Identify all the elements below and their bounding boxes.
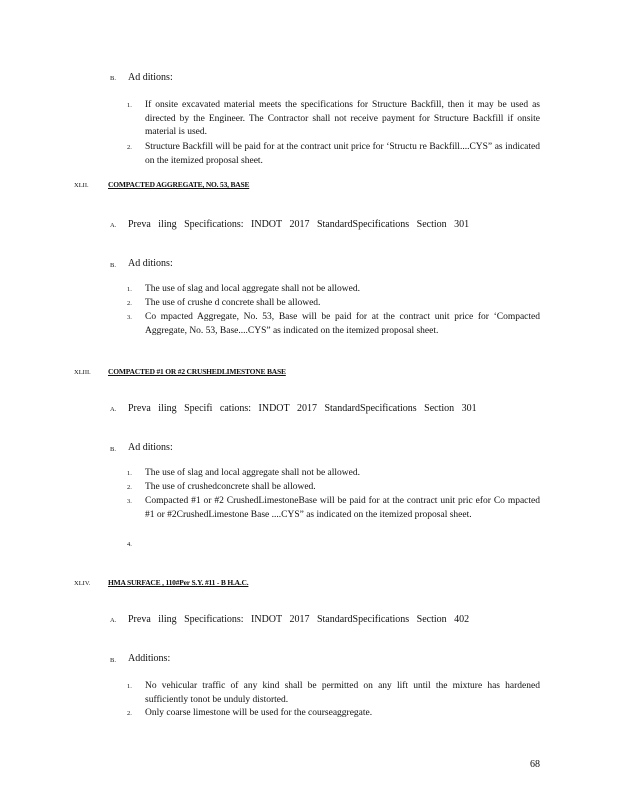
section-sub-b-letter: B. [110, 446, 116, 453]
section-sub-a-letter: A. [110, 617, 117, 624]
list-item-text: The use of slag and local aggregate shall not be allowed. [145, 468, 360, 478]
list-item-text: The use of crushe d concrete shall be allowed. [145, 298, 321, 308]
list-item-text: Co mpacted Aggregate, No. 53, Base will be paid for at the contract unit price for ‘Compacted Aggregate, No. 53, Base....CYS” as indicated on the itemized proposal sheet. [145, 312, 540, 336]
section-sub-b-title: Additions: [128, 653, 171, 664]
section-sub-a-letter: A. [110, 406, 117, 413]
page-number: 68 [530, 759, 540, 770]
section-heading: HMA SURFACE , 110#Per S.Y. #11 - B H.A.C. [108, 578, 249, 587]
list-item-number: 1. [127, 102, 132, 109]
list-item-text: The use of crushedconcrete shall be allowed. [145, 482, 316, 492]
list-item-text: Compacted #1 or #2 CrushedLimestoneBase will be paid for at the contract unit pric efor Co mpacted #1 or #2CrushedLimestone Base ....CYS” as indicated on the itemized proposal sheet. [145, 496, 540, 520]
list-item-number: 2. [127, 710, 132, 717]
section-heading: COMPACTED AGGREGATE, NO. 53, BASE [108, 180, 250, 189]
list-item-text: No vehicular traffic of any kind shall be permitted on any lift until the mixture has hardened sufficiently tonot be unduly distorted. [145, 681, 540, 705]
section-sub-a-letter: A. [110, 222, 117, 229]
list-item-number: 2. [127, 484, 132, 491]
section-heading: COMPACTED #1 OR #2 CRUSHEDLIMESTONE BASE [108, 367, 286, 376]
list-item-number: 2. [127, 144, 132, 151]
prevailing-specifications: Preva iling Specifi cations: INDOT 2017 StandardSpecifications Section 301 [128, 403, 477, 414]
list-item-number: 3. [127, 498, 132, 505]
section-sub-b-letter: B. [110, 75, 116, 82]
section-number: XLII. [74, 182, 89, 189]
list-item-number: 2. [127, 300, 132, 307]
prevailing-specifications: Preva iling Specifications: INDOT 2017 StandardSpecifications Section 301 [128, 219, 470, 230]
prevailing-specifications: Preva iling Specifications: INDOT 2017 StandardSpecifications Section 402 [128, 614, 470, 625]
section-sub-b-letter: B. [110, 657, 116, 664]
list-item-text: Only coarse limestone will be used for the courseaggregate. [145, 708, 373, 718]
list-item-number: 3. [127, 314, 132, 321]
section-sub-b-letter: B. [110, 262, 116, 269]
list-item-text: The use of slag and local aggregate shall not be allowed. [145, 284, 360, 294]
list-item-number: 1. [127, 470, 132, 477]
list-item-number: 4. [127, 541, 132, 548]
list-item-text: If onsite excavated material meets the specifications for Structure Backfill, then it may be used as directed by the Engineer. The Contractor shall not receive payment for Structure Backfill if onsite material is used. [145, 100, 540, 137]
section-sub-b-title: Ad ditions: [128, 72, 173, 83]
list-item-number: 1. [127, 683, 132, 690]
section-sub-b-title: Ad ditions: [128, 258, 173, 269]
section-sub-b-title: Ad ditions: [128, 442, 173, 453]
section-number: XLIV. [74, 580, 91, 587]
list-item-text: Structure Backfill will be paid for at the contract unit price for ‘Structu re Backfill....CYS” as indicated on the itemized proposal sheet. [145, 142, 540, 166]
section-number: XLIII. [74, 369, 91, 376]
list-item-number: 1. [127, 286, 132, 293]
